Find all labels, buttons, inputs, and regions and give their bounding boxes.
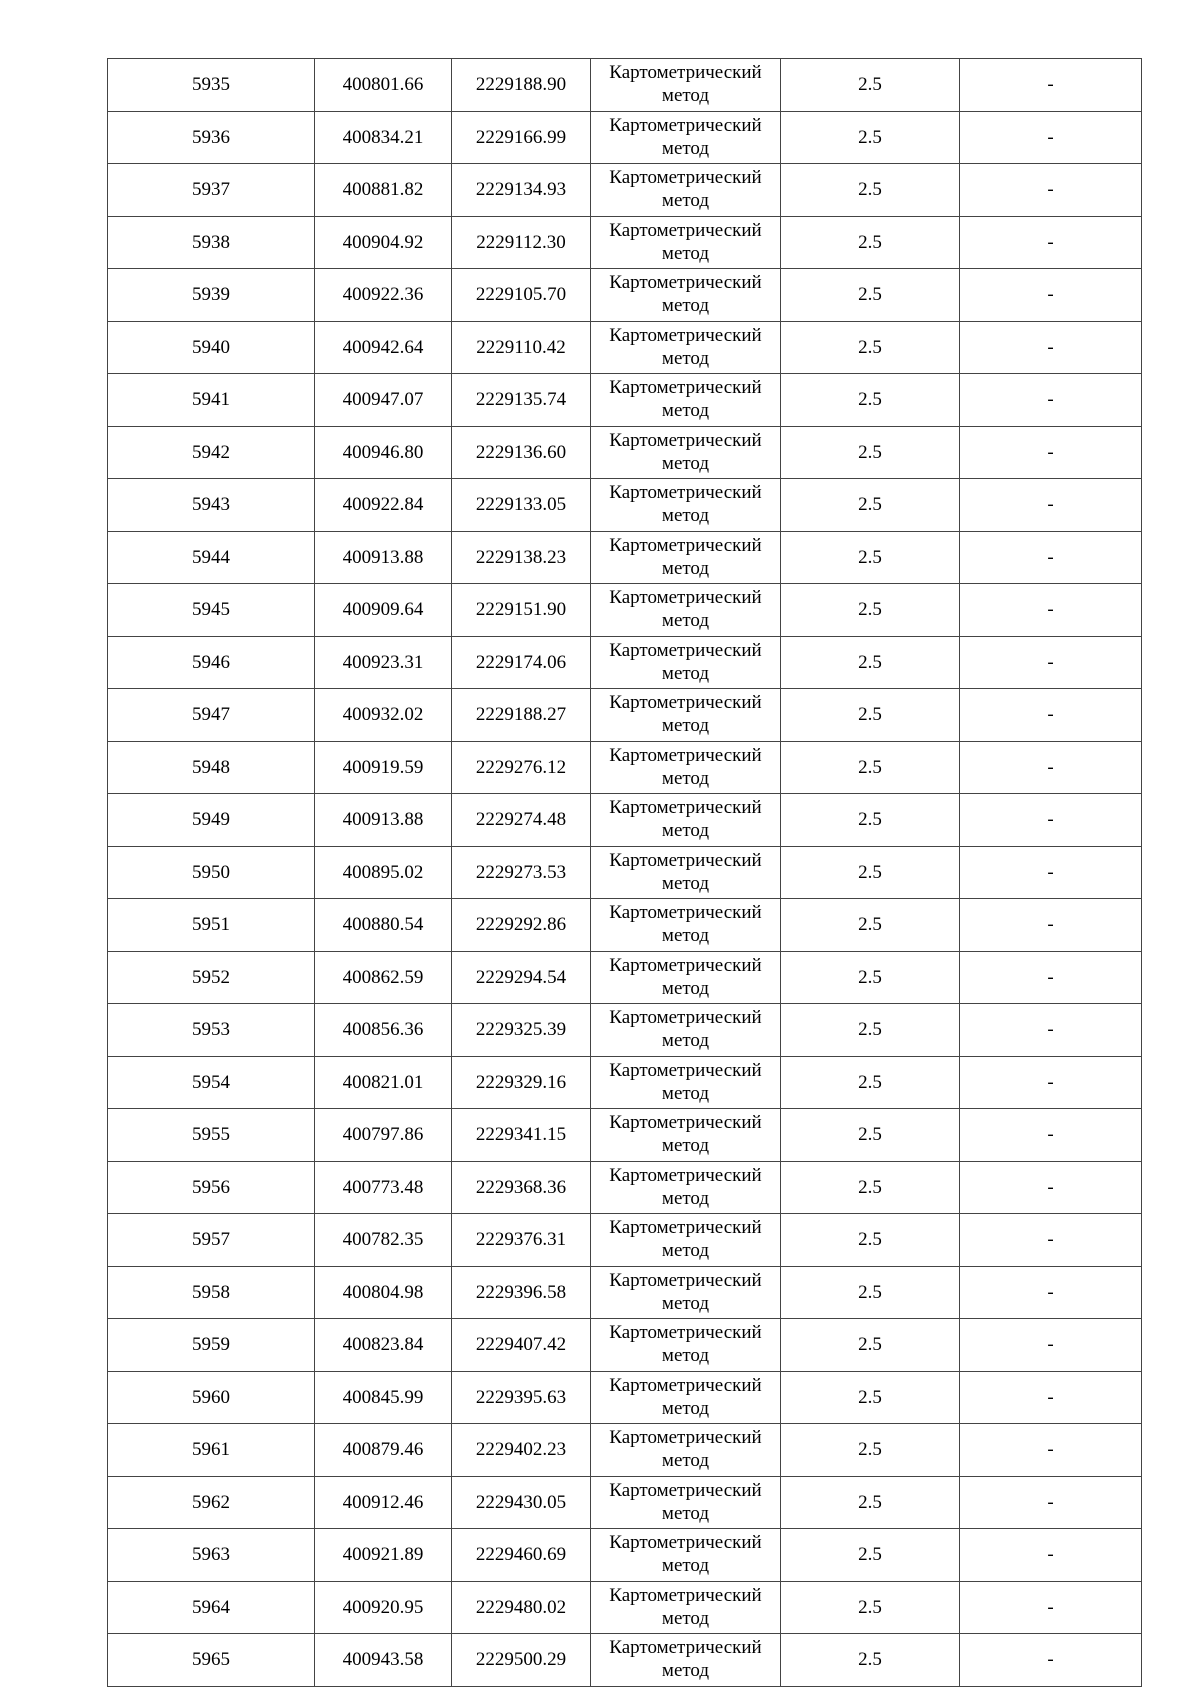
point-number-cell: 5961 bbox=[108, 1424, 315, 1477]
method-line-1: Картометрический bbox=[609, 324, 762, 346]
method-line-2: метод bbox=[661, 1030, 710, 1051]
point-number-cell: 5938 bbox=[108, 216, 315, 269]
method-line-1: Картометрический bbox=[609, 954, 762, 976]
method-line-1: Картометрический bbox=[609, 1007, 762, 1028]
y-coordinate-cell: 2229276.12 bbox=[452, 741, 591, 794]
method-cell bbox=[591, 59, 781, 112]
x-coordinate-cell: 400947.07 bbox=[315, 374, 452, 427]
table-row bbox=[108, 1056, 1142, 1109]
note-cell: - bbox=[960, 1214, 1142, 1267]
method-line-1: Картометрический bbox=[609, 639, 762, 661]
accuracy-cell: 2.5 bbox=[781, 1529, 960, 1582]
method-cell bbox=[591, 1266, 781, 1319]
y-coordinate-cell: 2229110.42 bbox=[452, 321, 591, 374]
method-line-1: Картометрический bbox=[609, 114, 762, 136]
table-row bbox=[108, 1266, 1142, 1319]
x-coordinate-cell: 400912.46 bbox=[315, 1476, 452, 1529]
method-cell bbox=[591, 1004, 781, 1057]
accuracy-cell: 2.5 bbox=[781, 479, 960, 532]
x-coordinate-cell: 400919.59 bbox=[315, 741, 452, 794]
x-coordinate-cell: 400904.92 bbox=[315, 216, 452, 269]
method-line-2: метод bbox=[661, 1292, 710, 1314]
method-line-1: Картометрический bbox=[609, 534, 762, 556]
note-cell: - bbox=[960, 1424, 1142, 1477]
note-cell: - bbox=[960, 899, 1142, 952]
table-row bbox=[108, 111, 1142, 164]
method-line-2: метод bbox=[661, 820, 710, 841]
point-number-cell: 5948 bbox=[108, 741, 315, 794]
y-coordinate-cell: 2229407.42 bbox=[452, 1319, 591, 1372]
y-coordinate-cell: 2229294.54 bbox=[452, 951, 591, 1004]
point-number-cell: 5953 bbox=[108, 1004, 315, 1057]
method-cell bbox=[591, 846, 781, 899]
x-coordinate-cell: 400845.99 bbox=[315, 1371, 452, 1424]
method-line-2: метод bbox=[661, 872, 710, 894]
method-line-2: метод bbox=[661, 662, 710, 684]
note-cell: - bbox=[960, 531, 1142, 584]
method-cell bbox=[591, 216, 781, 269]
note-cell: - bbox=[960, 1634, 1142, 1687]
method-cell bbox=[591, 1634, 781, 1687]
table-row bbox=[108, 1109, 1142, 1162]
y-coordinate-cell: 2229396.58 bbox=[452, 1266, 591, 1319]
x-coordinate-cell: 400942.64 bbox=[315, 321, 452, 374]
method-line-2: метод bbox=[661, 295, 710, 316]
method-cell bbox=[591, 1476, 781, 1529]
note-cell: - bbox=[960, 426, 1142, 479]
table-row bbox=[108, 794, 1142, 847]
point-number-cell: 5943 bbox=[108, 479, 315, 532]
accuracy-cell: 2.5 bbox=[781, 1004, 960, 1057]
x-coordinate-cell: 400913.88 bbox=[315, 531, 452, 584]
y-coordinate-cell: 2229105.70 bbox=[452, 269, 591, 322]
method-cell bbox=[591, 531, 781, 584]
method-line-2: метод bbox=[661, 1240, 710, 1261]
method-line-1: Картометрический bbox=[609, 1374, 762, 1396]
table-row bbox=[108, 1319, 1142, 1372]
x-coordinate-cell: 400862.59 bbox=[315, 951, 452, 1004]
y-coordinate-cell: 2229368.36 bbox=[452, 1161, 591, 1214]
accuracy-cell: 2.5 bbox=[781, 1634, 960, 1687]
accuracy-cell: 2.5 bbox=[781, 899, 960, 952]
note-cell: - bbox=[960, 1266, 1142, 1319]
method-line-1: Картометрический bbox=[609, 902, 762, 923]
method-line-1: Картометрический bbox=[609, 1532, 762, 1553]
note-cell: - bbox=[960, 951, 1142, 1004]
method-line-1: Картометрический bbox=[609, 1427, 762, 1448]
method-cell bbox=[591, 111, 781, 164]
accuracy-cell: 2.5 bbox=[781, 1424, 960, 1477]
method-line-2: метод bbox=[661, 1660, 710, 1681]
x-coordinate-cell: 400881.82 bbox=[315, 164, 452, 217]
method-line-1: Картометрический bbox=[609, 1269, 762, 1291]
y-coordinate-cell: 2229188.90 bbox=[452, 59, 591, 112]
point-number-cell: 5950 bbox=[108, 846, 315, 899]
method-line-1: Картометрический bbox=[609, 1637, 762, 1658]
point-number-cell: 5949 bbox=[108, 794, 315, 847]
method-line-2: метод bbox=[661, 1135, 710, 1156]
method-cell bbox=[591, 1371, 781, 1424]
method-cell bbox=[591, 374, 781, 427]
method-line-1: Картометрический bbox=[609, 272, 762, 293]
accuracy-cell: 2.5 bbox=[781, 111, 960, 164]
point-number-cell: 5945 bbox=[108, 584, 315, 637]
method-line-2: метод bbox=[661, 610, 710, 631]
x-coordinate-cell: 400946.80 bbox=[315, 426, 452, 479]
table-row bbox=[108, 321, 1142, 374]
table-row bbox=[108, 636, 1142, 689]
point-number-cell: 5940 bbox=[108, 321, 315, 374]
accuracy-cell: 2.5 bbox=[781, 1371, 960, 1424]
method-line-2: метод bbox=[661, 452, 710, 474]
point-number-cell: 5958 bbox=[108, 1266, 315, 1319]
table-row bbox=[108, 216, 1142, 269]
note-cell: - bbox=[960, 636, 1142, 689]
method-cell bbox=[591, 164, 781, 217]
accuracy-cell: 2.5 bbox=[781, 374, 960, 427]
table-row bbox=[108, 1214, 1142, 1267]
note-cell: - bbox=[960, 216, 1142, 269]
x-coordinate-cell: 400804.98 bbox=[315, 1266, 452, 1319]
method-cell bbox=[591, 951, 781, 1004]
point-number-cell: 5935 bbox=[108, 59, 315, 112]
table-row bbox=[108, 1476, 1142, 1529]
note-cell: - bbox=[960, 374, 1142, 427]
y-coordinate-cell: 2229273.53 bbox=[452, 846, 591, 899]
table-row bbox=[108, 1371, 1142, 1424]
method-line-1: Картометрический bbox=[609, 1479, 762, 1501]
method-cell bbox=[591, 899, 781, 952]
y-coordinate-cell: 2229395.63 bbox=[452, 1371, 591, 1424]
method-cell bbox=[591, 1424, 781, 1477]
y-coordinate-cell: 2229134.93 bbox=[452, 164, 591, 217]
method-line-2: метод bbox=[661, 1502, 710, 1524]
y-coordinate-cell: 2229329.16 bbox=[452, 1056, 591, 1109]
table-row bbox=[108, 689, 1142, 742]
point-number-cell: 5956 bbox=[108, 1161, 315, 1214]
y-coordinate-cell: 2229402.23 bbox=[452, 1424, 591, 1477]
table-row bbox=[108, 269, 1142, 322]
method-line-2: метод bbox=[661, 1082, 710, 1104]
point-number-cell: 5965 bbox=[108, 1634, 315, 1687]
x-coordinate-cell: 400773.48 bbox=[315, 1161, 452, 1214]
x-coordinate-cell: 400797.86 bbox=[315, 1109, 452, 1162]
x-coordinate-cell: 400909.64 bbox=[315, 584, 452, 637]
method-line-2: метод bbox=[661, 977, 710, 999]
point-number-cell: 5941 bbox=[108, 374, 315, 427]
note-cell: - bbox=[960, 111, 1142, 164]
y-coordinate-cell: 2229174.06 bbox=[452, 636, 591, 689]
method-line-2: метод bbox=[661, 242, 710, 264]
method-line-2: метод bbox=[661, 767, 710, 789]
table-row bbox=[108, 846, 1142, 899]
table-row bbox=[108, 59, 1142, 112]
y-coordinate-cell: 2229480.02 bbox=[452, 1581, 591, 1634]
method-cell bbox=[591, 321, 781, 374]
y-coordinate-cell: 2229151.90 bbox=[452, 584, 591, 637]
table-row bbox=[108, 479, 1142, 532]
method-line-2: метод bbox=[661, 85, 710, 106]
method-line-1: Картометрический bbox=[609, 219, 762, 241]
method-cell bbox=[591, 584, 781, 637]
accuracy-cell: 2.5 bbox=[781, 846, 960, 899]
table-row bbox=[108, 1161, 1142, 1214]
y-coordinate-cell: 2229274.48 bbox=[452, 794, 591, 847]
x-coordinate-cell: 400913.88 bbox=[315, 794, 452, 847]
method-cell bbox=[591, 1319, 781, 1372]
method-cell bbox=[591, 636, 781, 689]
method-line-1: Картометрический bbox=[609, 797, 762, 818]
method-line-2: метод bbox=[661, 1397, 710, 1419]
accuracy-cell: 2.5 bbox=[781, 951, 960, 1004]
x-coordinate-cell: 400922.84 bbox=[315, 479, 452, 532]
method-line-2: метод bbox=[661, 347, 710, 369]
point-number-cell: 5962 bbox=[108, 1476, 315, 1529]
y-coordinate-cell: 2229136.60 bbox=[452, 426, 591, 479]
x-coordinate-cell: 400823.84 bbox=[315, 1319, 452, 1372]
point-number-cell: 5946 bbox=[108, 636, 315, 689]
method-line-1: Картометрический bbox=[609, 377, 762, 398]
point-number-cell: 5955 bbox=[108, 1109, 315, 1162]
note-cell: - bbox=[960, 1529, 1142, 1582]
point-number-cell: 5954 bbox=[108, 1056, 315, 1109]
x-coordinate-cell: 400923.31 bbox=[315, 636, 452, 689]
accuracy-cell: 2.5 bbox=[781, 584, 960, 637]
method-line-1: Картометрический bbox=[609, 1164, 762, 1186]
method-line-2: метод bbox=[661, 505, 710, 526]
note-cell: - bbox=[960, 59, 1142, 112]
table-row bbox=[108, 1634, 1142, 1687]
method-cell bbox=[591, 269, 781, 322]
point-number-cell: 5944 bbox=[108, 531, 315, 584]
y-coordinate-cell: 2229135.74 bbox=[452, 374, 591, 427]
note-cell: - bbox=[960, 269, 1142, 322]
y-coordinate-cell: 2229188.27 bbox=[452, 689, 591, 742]
y-coordinate-cell: 2229292.86 bbox=[452, 899, 591, 952]
method-line-2: метод bbox=[661, 1607, 710, 1629]
accuracy-cell: 2.5 bbox=[781, 1476, 960, 1529]
method-line-1: Картометрический bbox=[609, 429, 762, 451]
note-cell: - bbox=[960, 164, 1142, 217]
note-cell: - bbox=[960, 1161, 1142, 1214]
method-cell bbox=[591, 1214, 781, 1267]
point-number-cell: 5952 bbox=[108, 951, 315, 1004]
method-cell bbox=[591, 479, 781, 532]
method-line-1: Картометрический bbox=[609, 167, 762, 188]
table-row bbox=[108, 741, 1142, 794]
note-cell: - bbox=[960, 1476, 1142, 1529]
y-coordinate-cell: 2229460.69 bbox=[452, 1529, 591, 1582]
x-coordinate-cell: 400821.01 bbox=[315, 1056, 452, 1109]
accuracy-cell: 2.5 bbox=[781, 1056, 960, 1109]
y-coordinate-cell: 2229112.30 bbox=[452, 216, 591, 269]
note-cell: - bbox=[960, 1109, 1142, 1162]
method-line-2: метод bbox=[661, 137, 710, 159]
note-cell: - bbox=[960, 1581, 1142, 1634]
x-coordinate-cell: 400856.36 bbox=[315, 1004, 452, 1057]
table-row bbox=[108, 1581, 1142, 1634]
method-line-1: Картометрический bbox=[609, 1112, 762, 1133]
method-cell bbox=[591, 794, 781, 847]
method-line-2: метод bbox=[661, 190, 710, 211]
accuracy-cell: 2.5 bbox=[781, 164, 960, 217]
table-row bbox=[108, 531, 1142, 584]
method-cell bbox=[591, 741, 781, 794]
accuracy-cell: 2.5 bbox=[781, 741, 960, 794]
point-number-cell: 5959 bbox=[108, 1319, 315, 1372]
table-row bbox=[108, 1004, 1142, 1057]
method-line-2: метод bbox=[661, 715, 710, 736]
method-line-1: Картометрический bbox=[609, 1584, 762, 1606]
point-number-cell: 5963 bbox=[108, 1529, 315, 1582]
note-cell: - bbox=[960, 794, 1142, 847]
point-number-cell: 5960 bbox=[108, 1371, 315, 1424]
method-line-1: Картометрический bbox=[609, 587, 762, 608]
accuracy-cell: 2.5 bbox=[781, 531, 960, 584]
method-line-2: метод bbox=[661, 1450, 710, 1471]
y-coordinate-cell: 2229138.23 bbox=[452, 531, 591, 584]
method-line-1: Картометрический bbox=[609, 849, 762, 871]
x-coordinate-cell: 400880.54 bbox=[315, 899, 452, 952]
method-line-1: Картометрический bbox=[609, 62, 762, 83]
accuracy-cell: 2.5 bbox=[781, 636, 960, 689]
y-coordinate-cell: 2229376.31 bbox=[452, 1214, 591, 1267]
accuracy-cell: 2.5 bbox=[781, 426, 960, 479]
method-line-2: метод bbox=[661, 557, 710, 579]
method-line-1: Картометрический bbox=[609, 1217, 762, 1238]
note-cell: - bbox=[960, 741, 1142, 794]
y-coordinate-cell: 2229325.39 bbox=[452, 1004, 591, 1057]
y-coordinate-cell: 2229341.15 bbox=[452, 1109, 591, 1162]
x-coordinate-cell: 400920.95 bbox=[315, 1581, 452, 1634]
note-cell: - bbox=[960, 689, 1142, 742]
method-line-1: Картометрический bbox=[609, 744, 762, 766]
note-cell: - bbox=[960, 1319, 1142, 1372]
method-cell bbox=[591, 1056, 781, 1109]
accuracy-cell: 2.5 bbox=[781, 689, 960, 742]
method-cell bbox=[591, 1581, 781, 1634]
point-number-cell: 5937 bbox=[108, 164, 315, 217]
x-coordinate-cell: 400782.35 bbox=[315, 1214, 452, 1267]
method-line-1: Картометрический bbox=[609, 482, 762, 503]
accuracy-cell: 2.5 bbox=[781, 1109, 960, 1162]
accuracy-cell: 2.5 bbox=[781, 321, 960, 374]
x-coordinate-cell: 400895.02 bbox=[315, 846, 452, 899]
table-body bbox=[108, 59, 1142, 1687]
y-coordinate-cell: 2229133.05 bbox=[452, 479, 591, 532]
method-cell bbox=[591, 1161, 781, 1214]
method-line-1: Картометрический bbox=[609, 1322, 762, 1343]
x-coordinate-cell: 400879.46 bbox=[315, 1424, 452, 1477]
note-cell: - bbox=[960, 1004, 1142, 1057]
accuracy-cell: 2.5 bbox=[781, 1581, 960, 1634]
table-row bbox=[108, 164, 1142, 217]
note-cell: - bbox=[960, 846, 1142, 899]
method-cell bbox=[591, 1109, 781, 1162]
point-number-cell: 5947 bbox=[108, 689, 315, 742]
accuracy-cell: 2.5 bbox=[781, 1266, 960, 1319]
coordinates-table bbox=[107, 58, 1142, 1687]
accuracy-cell: 2.5 bbox=[781, 59, 960, 112]
x-coordinate-cell: 400943.58 bbox=[315, 1634, 452, 1687]
method-cell bbox=[591, 1529, 781, 1582]
table-row bbox=[108, 1529, 1142, 1582]
x-coordinate-cell: 400834.21 bbox=[315, 111, 452, 164]
method-cell bbox=[591, 426, 781, 479]
point-number-cell: 5939 bbox=[108, 269, 315, 322]
table-row bbox=[108, 584, 1142, 637]
point-number-cell: 5936 bbox=[108, 111, 315, 164]
method-line-1: Картометрический bbox=[609, 1059, 762, 1081]
accuracy-cell: 2.5 bbox=[781, 1319, 960, 1372]
method-line-1: Картометрический bbox=[609, 692, 762, 713]
point-number-cell: 5964 bbox=[108, 1581, 315, 1634]
table-row bbox=[108, 426, 1142, 479]
note-cell: - bbox=[960, 321, 1142, 374]
x-coordinate-cell: 400921.89 bbox=[315, 1529, 452, 1582]
table-row bbox=[108, 1424, 1142, 1477]
method-line-2: метод bbox=[661, 1345, 710, 1366]
note-cell: - bbox=[960, 1371, 1142, 1424]
accuracy-cell: 2.5 bbox=[781, 794, 960, 847]
method-line-2: метод bbox=[661, 1555, 710, 1576]
table-row bbox=[108, 899, 1142, 952]
y-coordinate-cell: 2229430.05 bbox=[452, 1476, 591, 1529]
table-row bbox=[108, 374, 1142, 427]
accuracy-cell: 2.5 bbox=[781, 1214, 960, 1267]
x-coordinate-cell: 400932.02 bbox=[315, 689, 452, 742]
x-coordinate-cell: 400801.66 bbox=[315, 59, 452, 112]
point-number-cell: 5942 bbox=[108, 426, 315, 479]
y-coordinate-cell: 2229166.99 bbox=[452, 111, 591, 164]
y-coordinate-cell: 2229500.29 bbox=[452, 1634, 591, 1687]
table-row bbox=[108, 951, 1142, 1004]
method-line-2: метод bbox=[661, 400, 710, 421]
note-cell: - bbox=[960, 479, 1142, 532]
accuracy-cell: 2.5 bbox=[781, 1161, 960, 1214]
note-cell: - bbox=[960, 1056, 1142, 1109]
method-cell bbox=[591, 689, 781, 742]
accuracy-cell: 2.5 bbox=[781, 269, 960, 322]
method-line-2: метод bbox=[661, 1187, 710, 1209]
point-number-cell: 5951 bbox=[108, 899, 315, 952]
point-number-cell: 5957 bbox=[108, 1214, 315, 1267]
method-line-2: метод bbox=[661, 925, 710, 946]
note-cell: - bbox=[960, 584, 1142, 637]
x-coordinate-cell: 400922.36 bbox=[315, 269, 452, 322]
accuracy-cell: 2.5 bbox=[781, 216, 960, 269]
